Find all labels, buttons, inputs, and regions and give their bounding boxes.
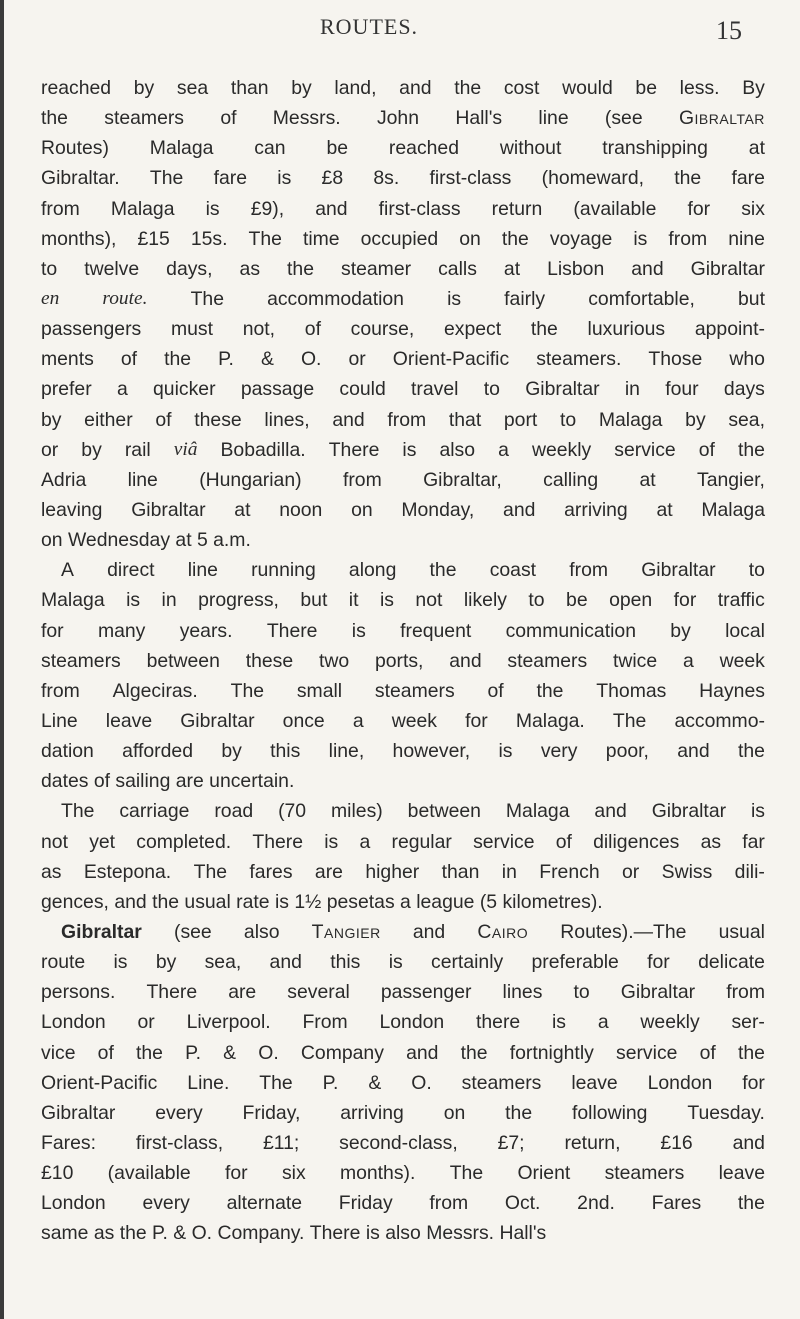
text-line: steamers between these two ports, and steamers twice a week (41, 649, 765, 672)
text-line: en route. The accommodation is fairly comfortable, but (41, 287, 765, 310)
text-line: gences, and the usual rate is 1½ pesetas a league (5 kilometres). (41, 890, 603, 913)
text-line: Gibraltar. The fare is £8 8s. first-class (homeward, the fare (41, 167, 765, 190)
text-line: vice of the P. & O. Company and the fortnightly service of the (41, 1041, 765, 1064)
paragraph (41, 796, 765, 917)
text-line: ments of the P. & O. or Orient-Pacific steamers. Those who (41, 348, 765, 371)
text-line: on Wednesday at 5 a.m. (41, 529, 251, 552)
text-line: from Malaga is £9), and first-class return (available for six (41, 197, 765, 220)
text-line: leaving Gibraltar at noon on Monday, and arriving at Malaga (41, 498, 765, 521)
text-line: Malaga is in progress, but it is not likely to be open for traffic (41, 589, 765, 612)
text-line: for many years. There is frequent communication by local (41, 619, 765, 642)
text-line: or by rail viâ Bobadilla. There is also a weekly service of the (41, 438, 765, 461)
text-line: Fares: first-class, £11; second-class, £7; return, £16 and (41, 1131, 765, 1154)
text-line: persons. There are several passenger lines to Gibraltar from (41, 981, 765, 1004)
page-header (0, 10, 800, 46)
text-line: The carriage road (70 miles) between Malaga and Gibraltar is (61, 800, 765, 823)
text-line: route is by sea, and this is certainly preferable for delicate (41, 951, 765, 974)
text-line: to twelve days, as the steamer calls at Lisbon and Gibraltar (41, 257, 765, 280)
text-line: prefer a quicker passage could travel to Gibraltar in four days (41, 378, 765, 401)
text-line: not yet completed. There is a regular service of diligences as far (41, 830, 765, 853)
text-line: passengers must not, of course, expect the luxurious appoint- (41, 318, 765, 341)
body-text (41, 73, 765, 1248)
paragraph (41, 917, 765, 1249)
running-title: ROUTES. (320, 14, 419, 39)
text-line: dates of sailing are uncertain. (41, 770, 295, 793)
text-line: Gibraltar every Friday, arriving on the following Tuesday. (41, 1101, 765, 1124)
text-line: A direct line running along the coast from Gibraltar to (61, 559, 765, 582)
text-line: £10 (available for six months). The Orient steamers leave (41, 1162, 765, 1185)
page-left-edge (0, 0, 4, 1319)
text-line: London every alternate Friday from Oct. 2nd. Fares the (41, 1192, 765, 1215)
text-line: same as the P. & O. Company. There is also Messrs. Hall's (41, 1222, 547, 1245)
text-line: Gibraltar (see also Tangier and Cairo Routes).—The usual (61, 920, 765, 943)
text-line: Routes) Malaga can be reached without transhipping at (41, 137, 765, 160)
text-line: London or Liverpool. From London there is a weekly ser- (41, 1011, 765, 1034)
text-line: as Estepona. The fares are higher than in French or Swiss dili- (41, 860, 765, 883)
text-line: from Algeciras. The small steamers of the Thomas Haynes (41, 679, 765, 702)
text-line: Adria line (Hungarian) from Gibraltar, calling at Tangier, (41, 468, 765, 491)
paragraph (41, 555, 765, 796)
text-line: months), £15 15s. The time occupied on the voyage is from nine (41, 227, 765, 250)
text-line: Orient-Pacific Line. The P. & O. steamers leave London for (41, 1071, 765, 1094)
paragraph (41, 73, 765, 555)
text-line: Line leave Gibraltar once a week for Malaga. The accommo- (41, 709, 765, 732)
text-line: by either of these lines, and from that port to Malaga by sea, (41, 408, 765, 431)
text-line: dation afforded by this line, however, is very poor, and the (41, 740, 765, 763)
page-number: 15 (716, 16, 742, 45)
text-line: reached by sea than by land, and the cost would be less. By (41, 77, 765, 99)
text-line: the steamers of Messrs. John Hall's line (see Gibraltar (41, 107, 765, 130)
